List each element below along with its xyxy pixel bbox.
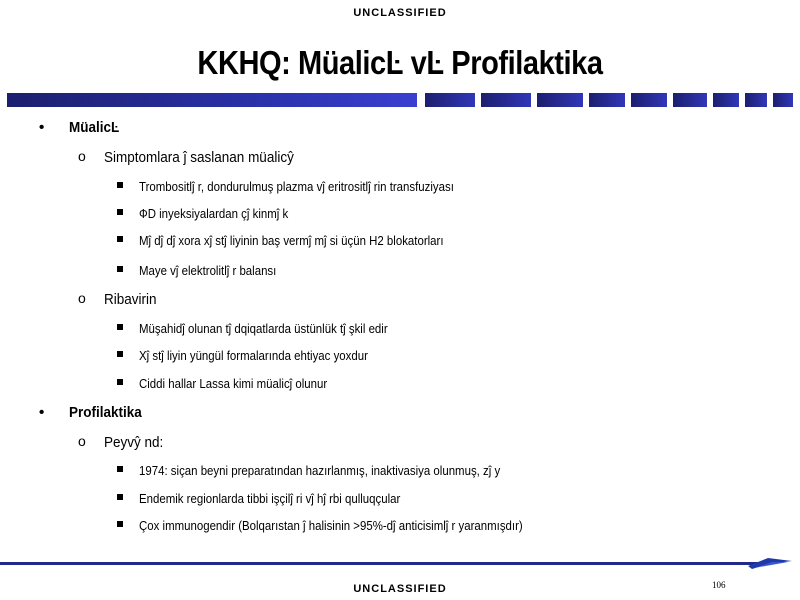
subitem-text: Endemik regionlarda tibbi işçilĵ ri vĵ hĵ rbi qulluqçular (139, 491, 401, 506)
bullet-circle: o (78, 148, 86, 164)
subitem-text: 1974: siçan beyni preparatından hazırlanmış, inaktivasiya olunmuş, zĵ y (139, 463, 501, 478)
classification-footer: UNCLASSIFIED (353, 583, 447, 595)
classification-header: UNCLASSIFIED (353, 7, 447, 19)
arrow-icon (748, 552, 794, 574)
bullet-square (117, 182, 123, 188)
bullet-square (117, 494, 123, 500)
bullet-dot: • (39, 404, 45, 421)
bullet-square (117, 466, 123, 472)
subitem-text: Mĵ dĵ dĵ xora xĵ stĵ liyinin baş vermĵ mĵ si üçün H2 blokatorları (139, 233, 444, 248)
subitem-text: Xĵ stĵ liyin yüngül formalarında ehtiyac yoxdur (139, 348, 368, 363)
item-label: Simptomlara ĵ saslanan müalicŷ (104, 149, 294, 166)
page-number: 106 (712, 580, 726, 590)
footer-rule (0, 562, 760, 565)
bullet-square (117, 266, 123, 272)
bullet-square (117, 324, 123, 330)
bullet-square (117, 521, 123, 527)
subitem-text: Çox immunogendir (Bolqarıstan ĵ halisinin >95%-dĵ anticisimlĵ r yaranmışdır) (139, 518, 523, 533)
section-label: MüalicĿ (69, 119, 120, 136)
bullet-dot: • (39, 119, 45, 136)
bullet-circle: o (78, 433, 86, 449)
subitem-text: Ciddi hallar Lassa kimi müalicĵ olunur (139, 376, 328, 391)
bullet-square (117, 351, 123, 357)
item-label: Peyvŷ nd: (104, 434, 164, 451)
bullet-square (117, 379, 123, 385)
section-bullet (39, 119, 120, 136)
bullet-square (117, 236, 123, 242)
bullet-circle: o (78, 290, 86, 306)
subitem-text: Müşahidĵ olunan tĵ dqiqatlarda üstünlük tĵ şkil edir (139, 321, 388, 336)
subitem-text: Maye vĵ elektrolitlĵ r balansı (139, 263, 277, 278)
subitem-text: ФD inyeksiyalardan çĵ kinmĵ k (139, 206, 289, 221)
slide-title: KKHQ: MüalicĿ vĿ Profilaktika (197, 44, 603, 81)
section-label: Profilaktika (69, 404, 142, 421)
section-bullet (39, 404, 142, 421)
item-label: Ribavirin (104, 291, 157, 308)
bullet-square (117, 209, 123, 215)
subitem-text: Trombositlĵ r, dondurulmuş plazma vĵ eritrositlĵ rin transfuziyası (139, 179, 454, 194)
